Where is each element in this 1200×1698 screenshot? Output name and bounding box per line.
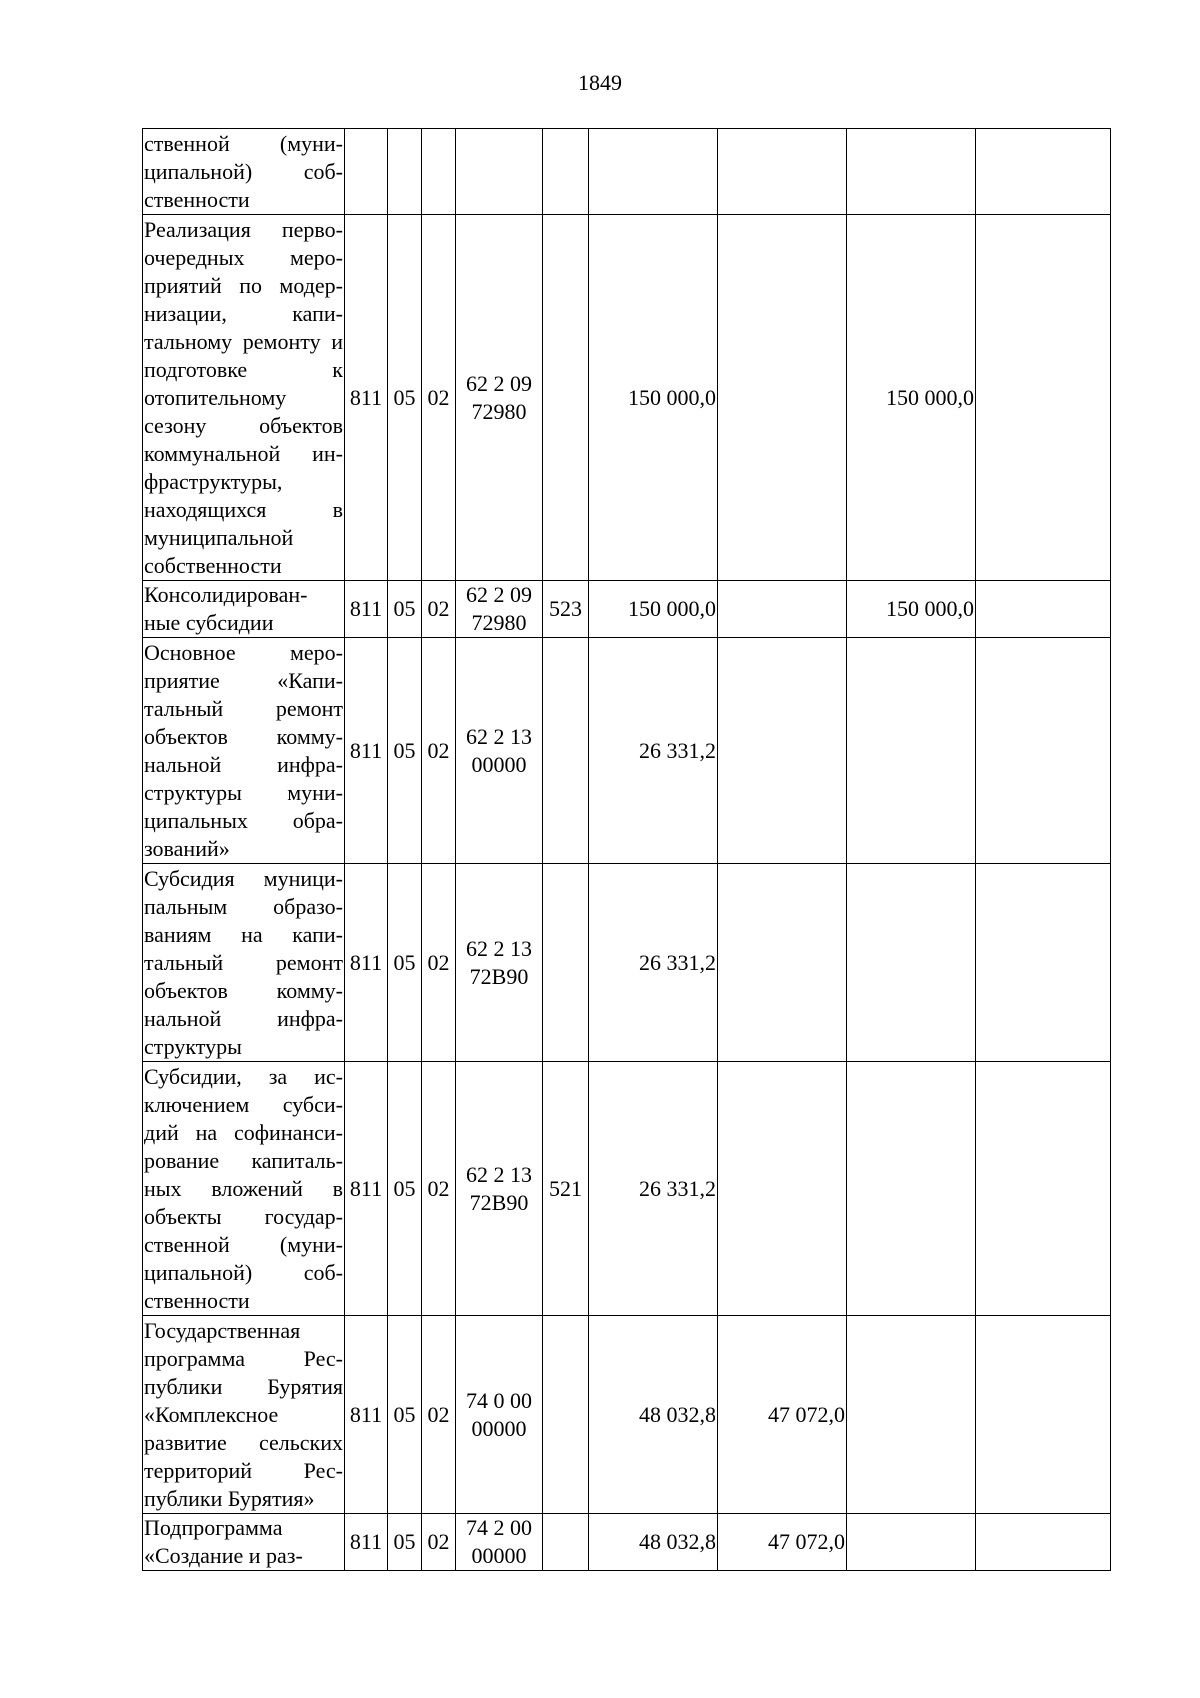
row-name-cell: Подпрограмма «Создание и раз- [143, 1514, 345, 1571]
row-name-cell: Консолидирован-ные субсидии [143, 581, 345, 638]
row-total-amount: 26 331,2 [589, 864, 718, 1062]
row-rz-cell [388, 129, 422, 215]
row-pr-cell: 02 [422, 1062, 456, 1316]
table-row [143, 638, 1111, 864]
row-vr-cell: 523 [543, 581, 589, 638]
row-pr-cell: 02 [422, 215, 456, 581]
row-csr-cell: 74 0 00 00000 [456, 1316, 543, 1514]
row-amount-3 [847, 1514, 976, 1571]
row-pr-cell: 02 [422, 581, 456, 638]
row-gr-cell [345, 129, 388, 215]
row-vr-cell [543, 1514, 589, 1571]
table-row [143, 1316, 1111, 1514]
row-amount-3 [847, 864, 976, 1062]
table-row [143, 581, 1111, 638]
row-amount-3: 150 000,0 [847, 581, 976, 638]
row-gr-cell: 811 [345, 1316, 388, 1514]
row-total-amount: 150 000,0 [589, 215, 718, 581]
row-pr-cell: 02 [422, 1514, 456, 1571]
row-total-amount [589, 129, 718, 215]
row-total-amount: 48 032,8 [589, 1316, 718, 1514]
row-amount-3 [847, 129, 976, 215]
row-name-cell: Реализация перво-очередных меро-приятий по модер-низации, капи-тальному ремонту и подготовке к отопительному сезону объектов коммунальной ин-фраструктуры, находящихся в муниципальной собственности [143, 215, 345, 581]
table-row [143, 1514, 1111, 1571]
row-csr-cell: 62 2 09 72980 [456, 581, 543, 638]
row-amount-2 [718, 1062, 847, 1316]
row-gr-cell: 811 [345, 1062, 388, 1316]
row-amount-4 [976, 864, 1111, 1062]
row-amount-4 [976, 638, 1111, 864]
row-pr-cell [422, 129, 456, 215]
row-csr-cell [456, 129, 543, 215]
table-row [143, 1062, 1111, 1316]
row-total-amount: 150 000,0 [589, 581, 718, 638]
row-vr-cell [543, 215, 589, 581]
row-amount-2 [718, 129, 847, 215]
row-amount-3 [847, 638, 976, 864]
row-amount-2: 47 072,0 [718, 1316, 847, 1514]
row-csr-cell: 62 2 09 72980 [456, 215, 543, 581]
row-amount-4 [976, 129, 1111, 215]
row-amount-3 [847, 1316, 976, 1514]
row-rz-cell: 05 [388, 1062, 422, 1316]
row-rz-cell: 05 [388, 1316, 422, 1514]
row-amount-4 [976, 215, 1111, 581]
row-amount-4 [976, 581, 1111, 638]
row-vr-cell [543, 638, 589, 864]
row-amount-3: 150 000,0 [847, 215, 976, 581]
row-vr-cell: 521 [543, 1062, 589, 1316]
table-row [143, 129, 1111, 215]
row-gr-cell: 811 [345, 1514, 388, 1571]
row-name-cell: ственной (муни-ципальной) соб-ственности [143, 129, 345, 215]
row-gr-cell: 811 [345, 864, 388, 1062]
row-amount-3 [847, 1062, 976, 1316]
row-amount-4 [976, 1316, 1111, 1514]
row-vr-cell [543, 1316, 589, 1514]
row-rz-cell: 05 [388, 1514, 422, 1571]
row-gr-cell: 811 [345, 581, 388, 638]
row-gr-cell: 811 [345, 638, 388, 864]
row-name-cell: Субсидии, за ис-ключением субси-дий на софинанси-рование капиталь-ных вложений в объекты государ-ственной (муни-ципальной) соб-ственности [143, 1062, 345, 1316]
row-rz-cell: 05 [388, 638, 422, 864]
row-rz-cell: 05 [388, 864, 422, 1062]
row-vr-cell [543, 129, 589, 215]
row-pr-cell: 02 [422, 864, 456, 1062]
row-amount-4 [976, 1062, 1111, 1316]
row-csr-cell: 62 2 13 72B90 [456, 864, 543, 1062]
row-amount-2 [718, 638, 847, 864]
row-amount-2 [718, 581, 847, 638]
row-amount-2 [718, 864, 847, 1062]
row-rz-cell: 05 [388, 215, 422, 581]
row-gr-cell: 811 [345, 215, 388, 581]
table-row [143, 215, 1111, 581]
row-csr-cell: 62 2 13 00000 [456, 638, 543, 864]
row-csr-cell: 74 2 00 00000 [456, 1514, 543, 1571]
row-amount-2: 47 072,0 [718, 1514, 847, 1571]
row-amount-4 [976, 1514, 1111, 1571]
row-vr-cell [543, 864, 589, 1062]
page-number: 1849 [578, 70, 622, 95]
row-name-cell: Государственная программа Рес-публики Бурятия «Комплексное развитие сельских территорий Рес-публики Бурятия» [143, 1316, 345, 1514]
row-name-cell: Основное меро-приятие «Капи-тальный ремонт объектов комму-нальной инфра-структуры муни-ципальных обра-зований» [143, 638, 345, 864]
row-total-amount: 48 032,8 [589, 1514, 718, 1571]
row-amount-2 [718, 215, 847, 581]
row-pr-cell: 02 [422, 638, 456, 864]
table-row [143, 864, 1111, 1062]
row-name-cell: Субсидия муници-пальным образо-ваниям на капи-тальный ремонт объектов комму-нальной инфра-структуры [143, 864, 345, 1062]
budget-table [142, 128, 1111, 1571]
row-rz-cell: 05 [388, 581, 422, 638]
row-pr-cell: 02 [422, 1316, 456, 1514]
row-csr-cell: 62 2 13 72B90 [456, 1062, 543, 1316]
row-total-amount: 26 331,2 [589, 1062, 718, 1316]
row-total-amount: 26 331,2 [589, 638, 718, 864]
